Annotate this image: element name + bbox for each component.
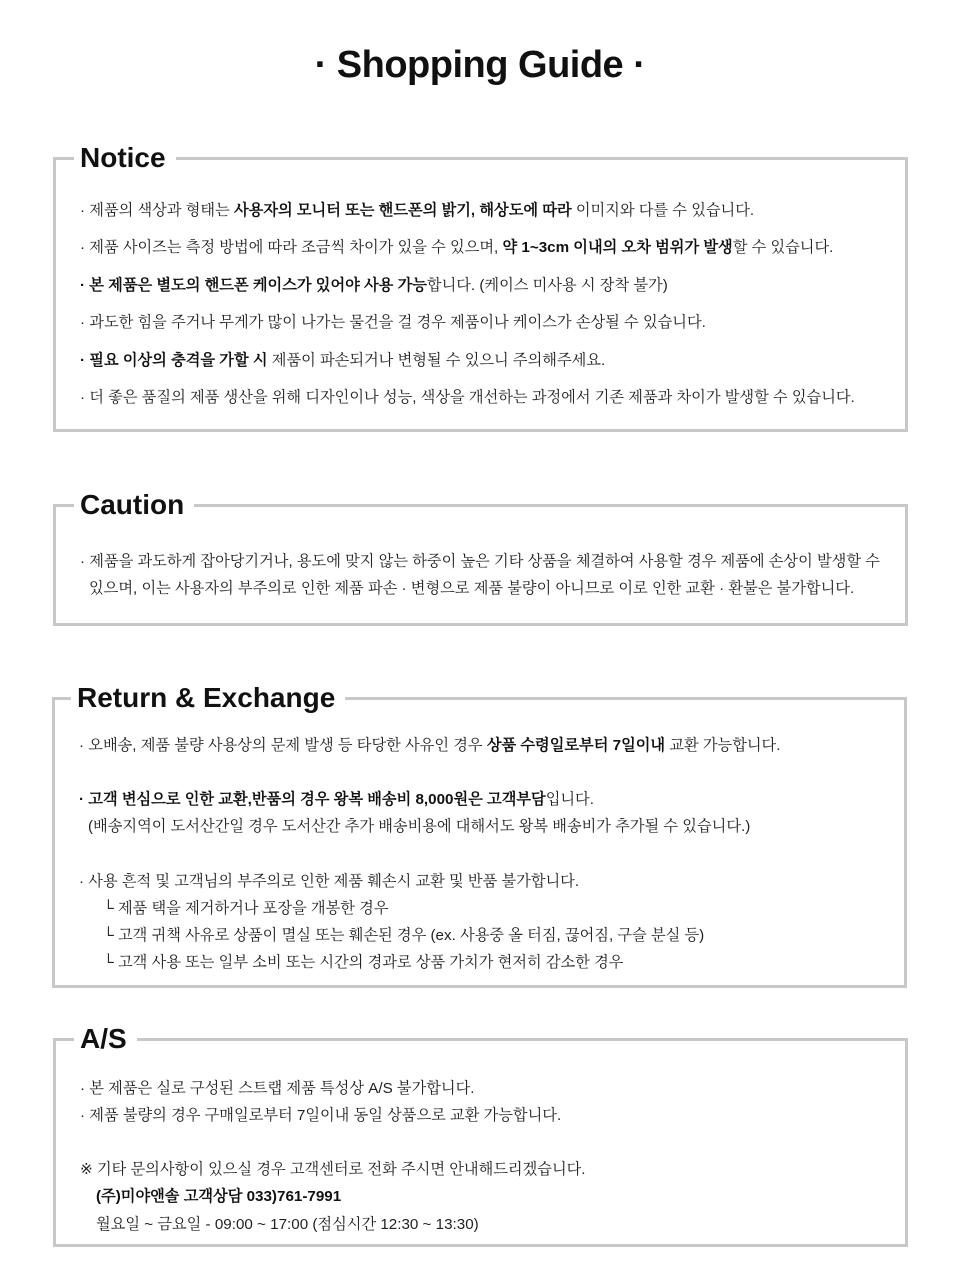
caution-line-1: · 제품을 과도하게 잡아당기거나, 용도에 맞지 않는 하중이 높은 기타 상품을 체결하여 사용할 경우 제품에 손상이 발생할 수 (80, 553, 880, 570)
return-line-6: └ 고객 귀책 사유로 상품이 멸실 또는 훼손된 경우 (ex. 사용중 올 터짐, 끊어짐, 구슬 분실 등) (103, 927, 705, 944)
notice-line-2: · 제품 사이즈는 측정 방법에 따라 조금씩 차이가 있을 수 있으며, 약 1~3cm 이내의 오차 범위가 발생할 수 있습니다. (80, 239, 834, 256)
as-line-2: · 제품 불량의 경우 구매일로부터 7일이내 동일 상품으로 교환 가능합니다. (80, 1107, 562, 1124)
notice-line-5: · 필요 이상의 충격을 가할 시 제품이 파손되거나 변형될 수 있으니 주의해주세요. (80, 352, 606, 369)
return-title: Return & Exchange (71, 678, 345, 718)
as-contact: (주)미야앤솔 고객상담 033)761-7991 (96, 1188, 342, 1205)
return-line-4: · 사용 흔적 및 고객님의 부주의로 인한 제품 훼손시 교환 및 반품 불가합니다. (79, 873, 580, 890)
notice-line-3: · 본 제품은 별도의 핸드폰 케이스가 있어야 사용 가능합니다. (케이스 미사용 시 장착 불가) (80, 277, 668, 294)
as-hours: 월요일 ~ 금요일 - 09:00 ~ 17:00 (점심시간 12:30 ~ 13:30) (96, 1216, 479, 1233)
as-section (53, 1023, 908, 1247)
page-title: · Shopping Guide · (314, 44, 646, 86)
as-title: A/S (74, 1019, 137, 1059)
return-line-7: └ 고객 사용 또는 일부 소비 또는 시간의 경과로 상품 가치가 현저히 감소한 경우 (103, 954, 624, 971)
notice-line-1: · 제품의 색상과 형태는 사용자의 모니터 또는 핸드폰의 밝기, 해상도에 따라 이미지와 다를 수 있습니다. (80, 202, 755, 219)
return-line-5: └ 제품 택을 제거하거나 포장을 개봉한 경우 (103, 900, 389, 917)
notice-line-6: · 더 좋은 품질의 제품 생산을 위해 디자인이나 성능, 색상을 개선하는 과정에서 기존 제품과 차이가 발생할 수 있습니다. (80, 389, 855, 406)
return-section (52, 682, 907, 988)
notice-title: Notice (74, 138, 176, 178)
caution-section (53, 489, 908, 626)
notice-section (53, 142, 908, 432)
as-line-1: · 본 제품은 실로 구성된 스트랩 제품 특성상 A/S 불가합니다. (80, 1080, 475, 1097)
caution-title: Caution (74, 485, 194, 525)
as-line-3: ※ 기타 문의사항이 있으실 경우 고객센터로 전화 주시면 안내해드리겠습니다. (80, 1161, 586, 1178)
return-line-3: (배송지역이 도서산간일 경우 도서산간 추가 배송비용에 대해서도 왕복 배송비가 추가될 수 있습니다.) (88, 818, 751, 835)
return-line-2: · 고객 변심으로 인한 교환,반품의 경우 왕복 배송비 8,000원은 고객부담입니다. (79, 791, 594, 808)
notice-line-4: · 과도한 힘을 주거나 무게가 많이 나가는 물건을 걸 경우 제품이나 케이스가 손상될 수 있습니다. (80, 314, 706, 331)
caution-line-2: 있으며, 이는 사용자의 부주의로 인한 제품 파손 · 변형으로 제품 불량이 아니므로 이로 인한 교환 · 환불은 불가합니다. (89, 580, 855, 597)
return-line-1: · 오배송, 제품 불량 사용상의 문제 발생 등 타당한 사유인 경우 상품 수령일로부터 7일이내 교환 가능합니다. (79, 737, 781, 754)
